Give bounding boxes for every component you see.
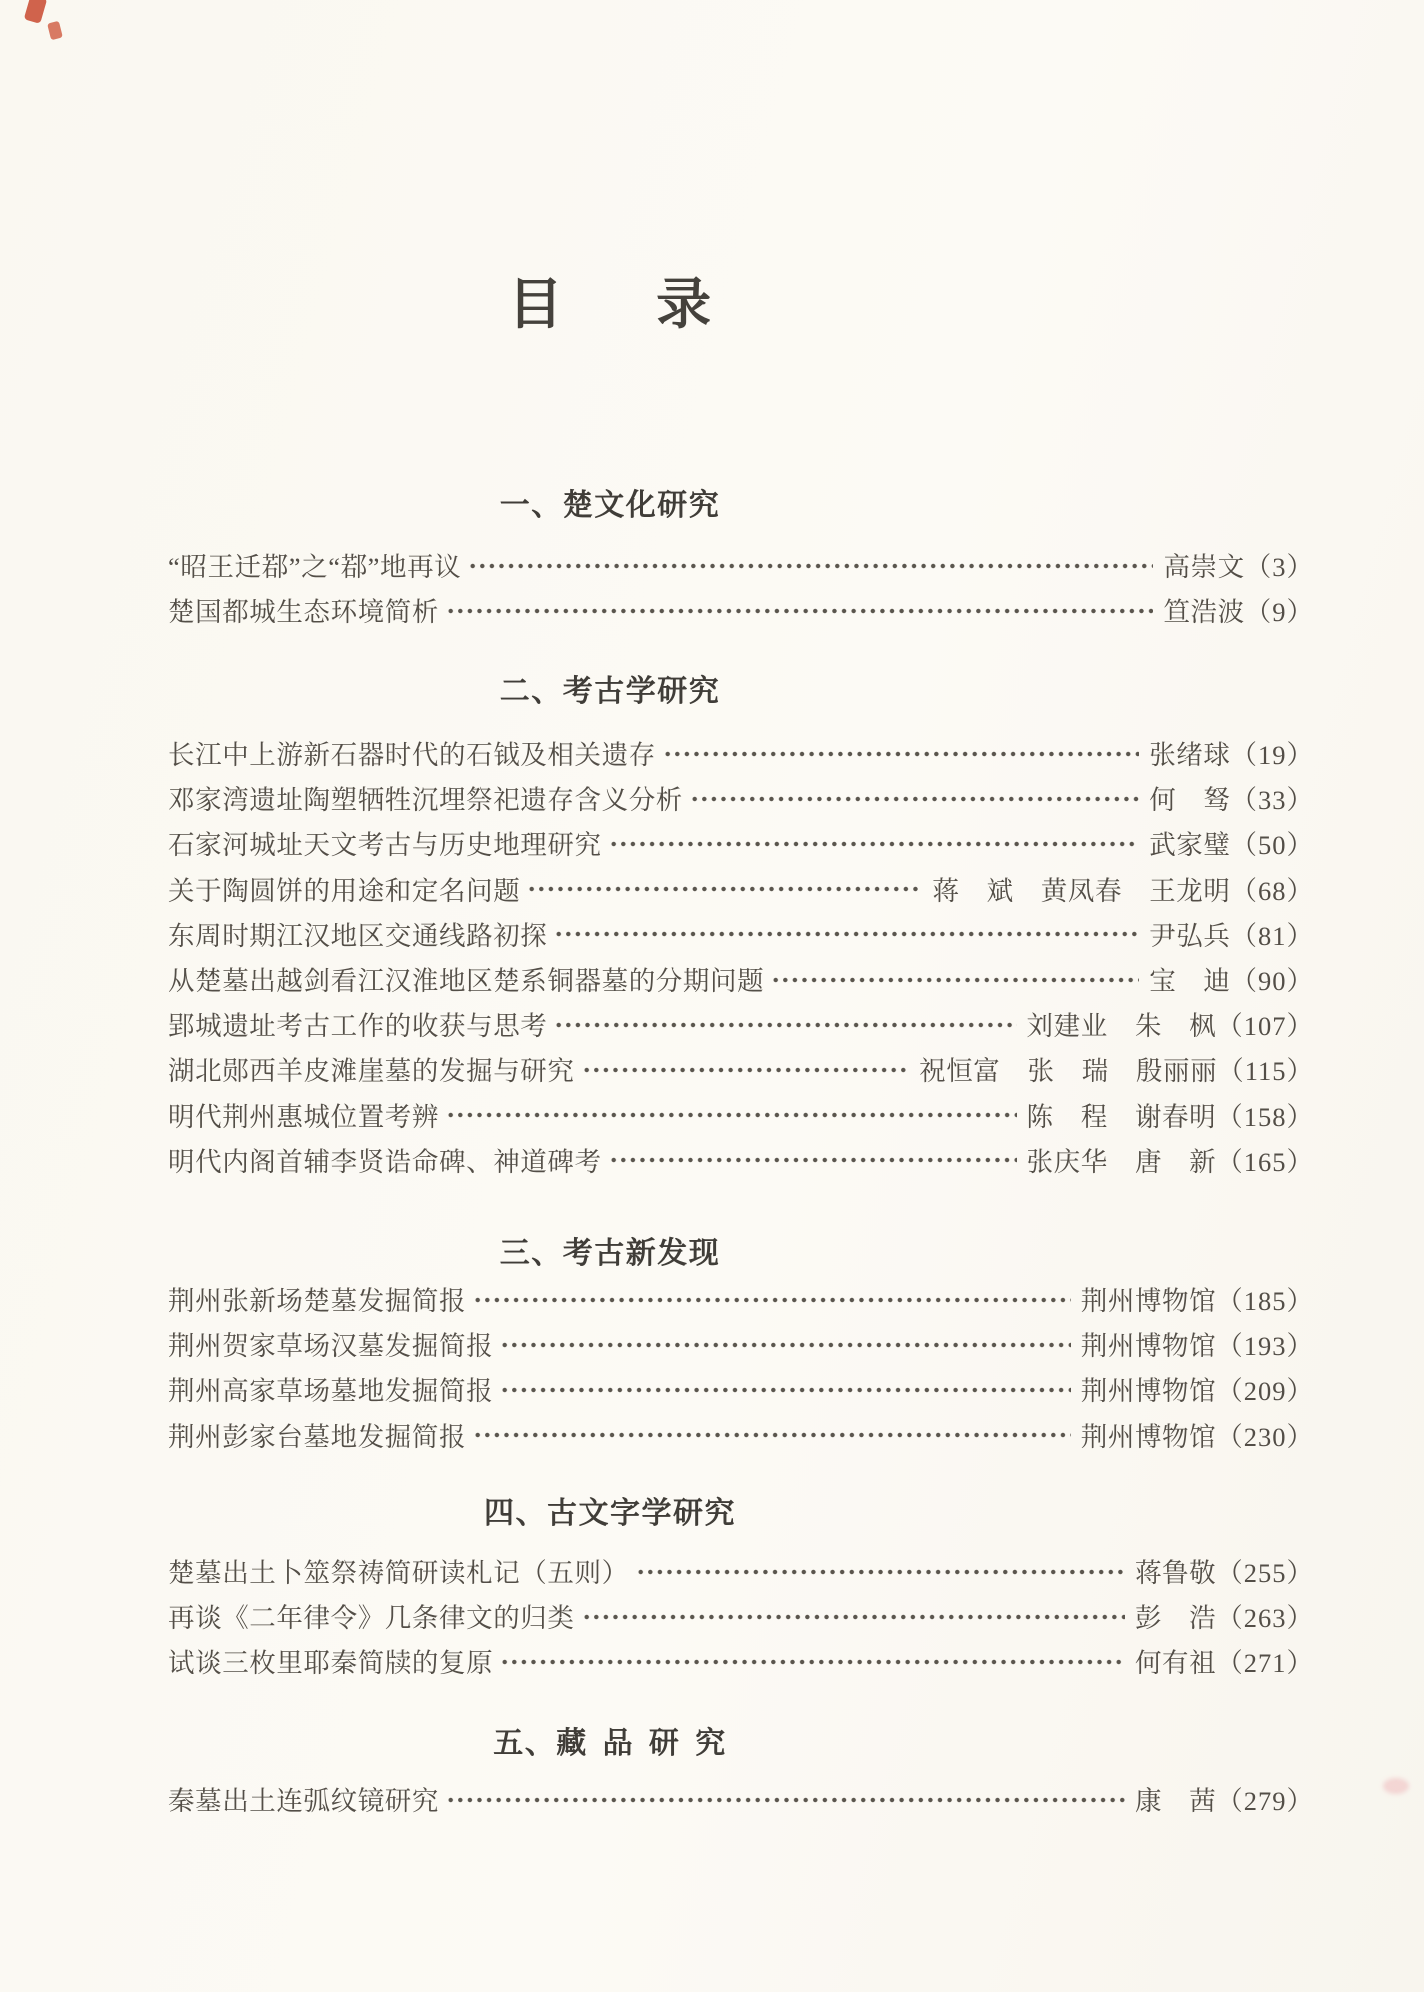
entry-title: 明代荆州惠城位置考辨 xyxy=(168,1101,439,1132)
entry-authors: 何有祖 xyxy=(1134,1648,1217,1679)
entries-archaeology xyxy=(168,730,1314,1182)
entries-chu-culture xyxy=(168,542,1314,632)
toc-entry xyxy=(168,1137,1314,1182)
entry-authors: 陈 程 谢春明 xyxy=(1026,1101,1217,1132)
toc-entry xyxy=(168,1776,1314,1821)
entry-page: （33） xyxy=(1230,785,1314,816)
dot-leader xyxy=(582,1604,1125,1630)
entry-title: 秦墓出土连弧纹镜研究 xyxy=(168,1786,439,1817)
entries-new-discoveries xyxy=(168,1276,1314,1457)
entry-page: （209） xyxy=(1216,1376,1314,1407)
dot-leader xyxy=(446,1102,1017,1128)
section-heading-collections: 五、藏 品 研 究 xyxy=(493,1727,727,1760)
entry-page: （81） xyxy=(1230,920,1314,951)
entry-title: 郢城遗址考古工作的收获与思考 xyxy=(168,1011,548,1042)
toc-entry xyxy=(168,1638,1314,1683)
dot-leader xyxy=(609,1147,1017,1173)
entry-title: 湖北郧西羊皮滩崖墓的发掘与研究 xyxy=(168,1056,575,1087)
entry-title: 石家河城址天文考古与历史地理研究 xyxy=(168,830,602,861)
entry-page: （230） xyxy=(1216,1421,1314,1452)
entry-authors: 宝 迪 xyxy=(1149,966,1231,997)
dot-leader xyxy=(500,1332,1071,1358)
dot-leader xyxy=(690,786,1139,812)
entry-authors: 荆州博物馆 xyxy=(1080,1331,1217,1362)
dot-leader xyxy=(527,876,922,902)
entry-authors: 笪浩波 xyxy=(1163,597,1245,628)
dot-leader xyxy=(473,1287,1071,1313)
dot-leader xyxy=(468,553,1153,579)
section-heading-paleography: 四、古文字学研究 xyxy=(484,1497,736,1530)
dot-leader xyxy=(771,967,1139,993)
entry-page: （50） xyxy=(1230,830,1314,861)
page-title: 目 录 xyxy=(507,271,713,336)
entry-page: （271） xyxy=(1216,1648,1314,1679)
toc-entry xyxy=(168,1548,1314,1593)
dot-leader xyxy=(554,1012,1016,1038)
entry-page: （279） xyxy=(1216,1786,1314,1817)
entry-page: （185） xyxy=(1216,1286,1314,1317)
entry-title: 东周时期江汉地区交通线路初探 xyxy=(168,920,548,951)
dot-leader xyxy=(636,1559,1125,1585)
toc-entry xyxy=(168,1092,1314,1137)
dot-leader xyxy=(446,598,1153,624)
entry-authors: 张绪球 xyxy=(1149,740,1231,771)
entry-authors: 蒋 斌 黄凤春 王龙明 xyxy=(932,875,1231,906)
entry-authors: 尹弘兵 xyxy=(1149,920,1231,951)
entry-authors: 荆州博物馆 xyxy=(1080,1286,1217,1317)
dot-leader xyxy=(554,921,1139,947)
toc-entry xyxy=(168,542,1314,587)
entry-title: 楚墓出土卜筮祭祷简研读札记（五则） xyxy=(168,1558,629,1589)
entry-page: （19） xyxy=(1230,740,1314,771)
entry-authors: 张庆华 唐 新 xyxy=(1026,1146,1217,1177)
entry-page: （3） xyxy=(1244,552,1314,583)
toc-entry xyxy=(168,775,1314,820)
dot-leader xyxy=(500,1377,1071,1403)
entry-title: 荆州贺家草场汉墓发掘简报 xyxy=(168,1331,494,1362)
entry-title: 荆州彭家台墓地发掘简报 xyxy=(168,1421,467,1452)
toc-entry xyxy=(168,1321,1314,1366)
scan-mark-icon xyxy=(24,0,48,24)
toc-entry xyxy=(168,1001,1314,1046)
entry-page: （107） xyxy=(1216,1011,1314,1042)
entry-title: 楚国都城生态环境简析 xyxy=(168,597,439,628)
entry-authors: 祝恒富 张 瑞 殷丽丽 xyxy=(919,1056,1218,1087)
entry-title: 从楚墓出越剑看江汉淮地区楚系铜器墓的分期问题 xyxy=(168,966,765,997)
dot-leader xyxy=(582,1057,910,1083)
entry-title: 邓家湾遗址陶塑牺牲沉埋祭祀遗存含义分析 xyxy=(168,785,683,816)
entry-title: 荆州张新场楚墓发掘简报 xyxy=(168,1286,467,1317)
entry-authors: 荆州博物馆 xyxy=(1080,1376,1217,1407)
entry-authors: 彭 浩 xyxy=(1134,1603,1217,1634)
entry-authors: 蒋鲁敬 xyxy=(1134,1558,1217,1589)
dot-leader xyxy=(609,831,1140,857)
entry-authors: 武家璧 xyxy=(1149,830,1231,861)
entry-authors: 荆州博物馆 xyxy=(1080,1421,1217,1452)
entry-page: （255） xyxy=(1216,1558,1314,1589)
toc-entry xyxy=(168,911,1314,956)
toc-entry xyxy=(168,1276,1314,1321)
section-heading-chu-culture: 一、楚文化研究 xyxy=(499,489,721,522)
entry-title: 关于陶圆饼的用途和定名问题 xyxy=(168,875,521,906)
dot-leader xyxy=(446,1787,1125,1813)
entry-page: （68） xyxy=(1230,875,1314,906)
entry-title: 长江中上游新石器时代的石钺及相关遗存 xyxy=(168,740,656,771)
entry-page: （193） xyxy=(1216,1331,1314,1362)
scan-smudge xyxy=(1383,1778,1409,1794)
entry-page: （9） xyxy=(1244,597,1314,628)
entry-page: （115） xyxy=(1217,1056,1314,1087)
entry-authors: 高崇文 xyxy=(1163,552,1245,583)
toc-entry xyxy=(168,1412,1314,1457)
entries-collections xyxy=(168,1776,1314,1821)
entry-title: 荆州高家草场墓地发掘简报 xyxy=(168,1376,494,1407)
section-heading-new-discoveries: 三、考古新发现 xyxy=(499,1237,721,1270)
entry-authors: 何 驽 xyxy=(1149,785,1231,816)
entry-page: （90） xyxy=(1230,966,1314,997)
entry-authors: 刘建业 朱 枫 xyxy=(1026,1011,1217,1042)
entry-title: “昭王迁鄀”之“鄀”地再议 xyxy=(168,552,462,583)
entry-title: 再谈《二年律令》几条律文的归类 xyxy=(168,1603,575,1634)
scan-mark-icon xyxy=(47,21,63,40)
dot-leader xyxy=(663,741,1139,767)
toc-entry xyxy=(168,587,1314,632)
entry-page: （158） xyxy=(1216,1101,1314,1132)
entry-page: （165） xyxy=(1216,1146,1314,1177)
toc-entry xyxy=(168,730,1314,775)
section-heading-archaeology: 二、考古学研究 xyxy=(499,675,721,708)
toc-entry xyxy=(168,1593,1314,1638)
toc-entry xyxy=(168,820,1314,865)
entry-authors: 康 茜 xyxy=(1134,1786,1217,1817)
entry-page: （263） xyxy=(1216,1603,1314,1634)
entry-title: 试谈三枚里耶秦简牍的复原 xyxy=(168,1648,494,1679)
toc-entry xyxy=(168,1046,1314,1091)
dot-leader xyxy=(473,1422,1071,1448)
dot-leader xyxy=(500,1649,1125,1675)
toc-entry xyxy=(168,1366,1314,1411)
toc-entry xyxy=(168,866,1314,911)
toc-entry xyxy=(168,956,1314,1001)
entries-paleography xyxy=(168,1548,1314,1684)
entry-title: 明代内阁首辅李贤诰命碑、神道碑考 xyxy=(168,1146,602,1177)
